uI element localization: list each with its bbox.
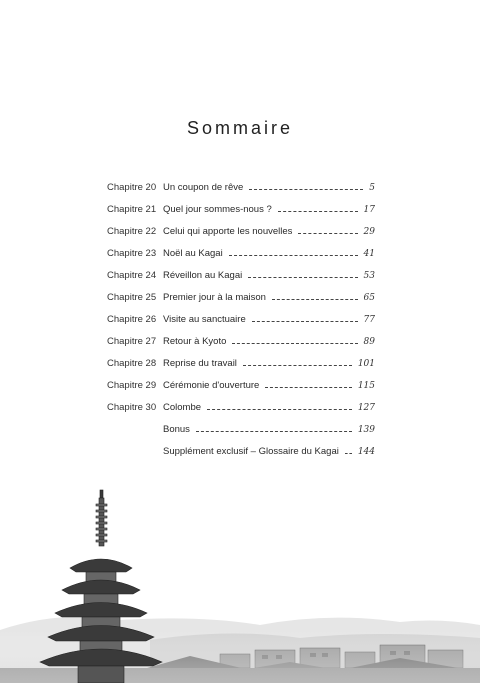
dotted-leader bbox=[298, 233, 357, 234]
chapter-title: Réveillon au Kagai bbox=[163, 270, 243, 281]
dotted-leader bbox=[248, 277, 357, 278]
dotted-leader bbox=[229, 255, 358, 256]
page-number: 65 bbox=[363, 293, 375, 303]
dotted-leader bbox=[243, 365, 352, 366]
chapter-number: Chapitre 22 bbox=[107, 226, 157, 237]
chapter-title: Supplément exclusif – Glossaire du Kagai bbox=[163, 446, 339, 457]
toc-row bbox=[107, 180, 375, 196]
page-number: 41 bbox=[363, 249, 375, 259]
page-number: 127 bbox=[357, 403, 375, 413]
chapter-number: Chapitre 25 bbox=[107, 292, 157, 303]
chapter-title: Cérémonie d'ouverture bbox=[163, 380, 260, 391]
page-number: 139 bbox=[357, 425, 375, 435]
kyoto-pagoda-illustration bbox=[0, 480, 480, 683]
toc-row bbox=[107, 246, 375, 262]
chapter-title: Quel jour sommes-nous ? bbox=[163, 204, 272, 215]
page-number: 53 bbox=[363, 271, 375, 281]
page-number: 5 bbox=[369, 183, 375, 193]
page-number: 115 bbox=[357, 381, 375, 391]
toc-row bbox=[107, 268, 375, 284]
toc-row bbox=[107, 334, 375, 350]
chapter-title: Un coupon de rêve bbox=[163, 182, 244, 193]
toc-row bbox=[107, 444, 375, 460]
page-number: 144 bbox=[357, 447, 375, 457]
chapter-title: Noël au Kagai bbox=[163, 248, 223, 259]
chapter-number: Chapitre 26 bbox=[107, 314, 157, 325]
chapter-number: Chapitre 24 bbox=[107, 270, 157, 281]
toc-row bbox=[107, 356, 375, 372]
page-title: Sommaire bbox=[186, 118, 294, 138]
dotted-leader bbox=[252, 321, 358, 322]
page-number: 29 bbox=[363, 227, 375, 237]
dotted-leader bbox=[278, 211, 358, 212]
page-number: 101 bbox=[357, 359, 375, 369]
dotted-leader bbox=[265, 387, 351, 388]
dotted-leader bbox=[207, 409, 352, 410]
page-number: 89 bbox=[363, 337, 375, 347]
dotted-leader bbox=[345, 453, 352, 454]
chapter-title: Colombe bbox=[163, 402, 202, 413]
toc-row bbox=[107, 378, 375, 394]
chapter-title: Premier jour à la maison bbox=[163, 292, 266, 303]
page-number: 77 bbox=[363, 315, 375, 325]
chapter-title: Celui qui apporte les nouvelles bbox=[163, 226, 293, 237]
toc-row bbox=[107, 400, 375, 416]
toc-row bbox=[107, 422, 375, 438]
chapter-number: Chapitre 27 bbox=[107, 336, 157, 347]
dotted-leader bbox=[249, 189, 363, 190]
toc-row bbox=[107, 202, 375, 218]
dotted-leader bbox=[272, 299, 358, 300]
chapter-title: Visite au sanctuaire bbox=[163, 314, 246, 325]
chapter-number: Chapitre 29 bbox=[107, 380, 157, 391]
chapter-number: Chapitre 20 bbox=[107, 182, 157, 193]
chapter-title: Retour à Kyoto bbox=[163, 336, 227, 347]
toc-row bbox=[107, 290, 375, 306]
chapter-number: Chapitre 23 bbox=[107, 248, 157, 259]
chapter-number: Chapitre 21 bbox=[107, 204, 157, 215]
toc-row bbox=[107, 312, 375, 328]
toc-row bbox=[107, 224, 375, 240]
chapter-number: Chapitre 28 bbox=[107, 358, 157, 369]
chapter-number: Chapitre 30 bbox=[107, 402, 157, 413]
chapter-title: Bonus bbox=[163, 424, 190, 435]
chapter-title: Reprise du travail bbox=[163, 358, 237, 369]
page-number: 17 bbox=[363, 205, 375, 215]
dotted-leader bbox=[232, 343, 357, 344]
dotted-leader bbox=[196, 431, 352, 432]
